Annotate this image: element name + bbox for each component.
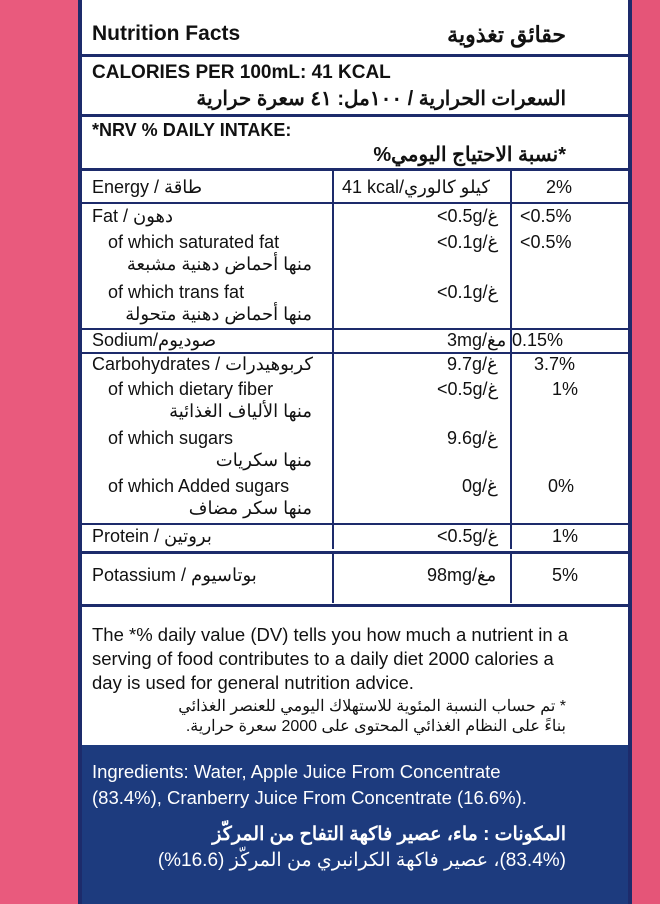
divider	[82, 114, 628, 117]
row-sugars-label-en: of which sugars	[108, 428, 234, 448]
row-added-sugars-label-ar: منها سكر مضاف	[188, 498, 312, 518]
row-sodium-pct: 0.15%	[512, 330, 564, 350]
row-protein-label: Protein / بروتين	[92, 526, 212, 546]
row-fiber-label-ar: منها الألياف الغذائية	[169, 401, 312, 421]
row-protein-amount: <0.5g/غ	[437, 526, 499, 546]
pink-background-right	[632, 0, 660, 904]
divider	[82, 604, 628, 607]
divider	[82, 523, 628, 525]
row-trans-amount: <0.1g/غ	[437, 282, 499, 302]
row-saturated-label-en: of which saturated fat	[108, 232, 280, 252]
title-en: Nutrition Facts	[92, 22, 241, 45]
row-saturated-pct: <0.5%	[520, 232, 572, 252]
row-protein-pct: 1%	[552, 526, 579, 546]
row-trans-label-en: of which trans fat	[108, 282, 245, 302]
nrv-en: *NRV % DAILY INTAKE:	[92, 120, 292, 140]
row-potassium-pct: 5%	[552, 565, 579, 585]
row-carbs-label: Carbohydrates / كربوهيدرات	[92, 354, 313, 374]
footnote-en-line1: The *% daily value (DV) tells you how much a nutrient in a	[92, 624, 569, 645]
row-added-sugars-label-en: of which Added sugars	[108, 476, 290, 496]
footnote-ar-line2: بناءً على النظام الغذائي المحتوى على 2000 سعرة حرارية.	[185, 718, 566, 735]
row-carbs-pct: 3.7%	[534, 354, 576, 374]
row-sodium-amount: 3mg/مغ	[447, 330, 507, 350]
pink-background-left	[0, 0, 78, 904]
title-ar: حقائق تغذوية	[447, 22, 566, 47]
footnote-en-line3: day is used for general nutrition advice.	[92, 672, 414, 693]
row-energy-amount: 41 kcal/كيلو كالوري	[342, 177, 490, 197]
row-potassium-amount: 98mg/مغ	[427, 565, 497, 585]
footnote-en-line2: serving of food contributes to a daily diet 2000 calories a	[92, 648, 554, 669]
nrv-ar: *نسبة الاحتياج اليومي%	[373, 144, 566, 166]
divider	[82, 168, 628, 171]
row-sugars-amount: 9.6g/غ	[447, 428, 498, 448]
ingredients-en-line2: (83.4%), Cranberry Juice From Concentrate (16.6%).	[92, 787, 527, 808]
row-sodium-label: Sodium/صوديوم	[92, 330, 217, 350]
row-saturated-label-ar: منها أحماض دهنية مشبعة	[126, 254, 312, 274]
row-trans-label-ar: منها أحماض دهنية متحولة	[125, 304, 312, 324]
ingredients-ar-line2: (83.4%)، عصير فاكهة الكرانبري من المركّز (16.6%)	[157, 850, 566, 871]
row-sugars-label-ar: منها سكريات	[215, 450, 312, 470]
row-saturated-amount: <0.1g/غ	[437, 232, 499, 252]
ingredients-en-line1: Ingredients: Water, Apple Juice From Concentrate	[92, 761, 501, 782]
column-divider	[510, 553, 512, 603]
ingredients-ar-line1: المكونات : ماء، عصير فاكهة التفاح من المركّز	[212, 824, 566, 845]
row-fat-label: Fat / دهون	[92, 206, 174, 226]
row-carbs-amount: 9.7g/غ	[447, 354, 498, 374]
row-fiber-pct: 1%	[552, 379, 579, 399]
footnote-ar-line1: * تم حساب النسبة المئوية للاستهلاك اليومي للعنصر الغذائي	[178, 698, 566, 715]
calories-en: CALORIES PER 100mL: 41 KCAL	[92, 62, 391, 83]
divider	[82, 202, 628, 204]
row-added-sugars-pct: 0%	[548, 476, 575, 496]
column-divider	[332, 169, 334, 549]
calories-ar: السعرات الحرارية / ١٠٠مل: ٤١ سعرة حرارية	[196, 88, 566, 110]
ingredients-box	[82, 745, 628, 904]
divider	[82, 551, 628, 554]
column-divider	[510, 169, 512, 549]
row-added-sugars-amount: 0g/غ	[462, 476, 498, 496]
column-divider	[332, 553, 334, 603]
row-fat-pct: <0.5%	[520, 206, 572, 226]
row-potassium-label: Potassium / بوتاسيوم	[92, 565, 257, 585]
row-fiber-label-en: of which dietary fiber	[108, 379, 274, 399]
row-energy-label: Energy / طاقة	[92, 177, 203, 197]
row-fiber-amount: <0.5g/غ	[437, 379, 499, 399]
nutrition-panel	[78, 0, 632, 904]
row-energy-pct: 2%	[546, 177, 573, 197]
divider	[82, 54, 628, 57]
row-fat-amount: <0.5g/غ	[437, 206, 499, 226]
